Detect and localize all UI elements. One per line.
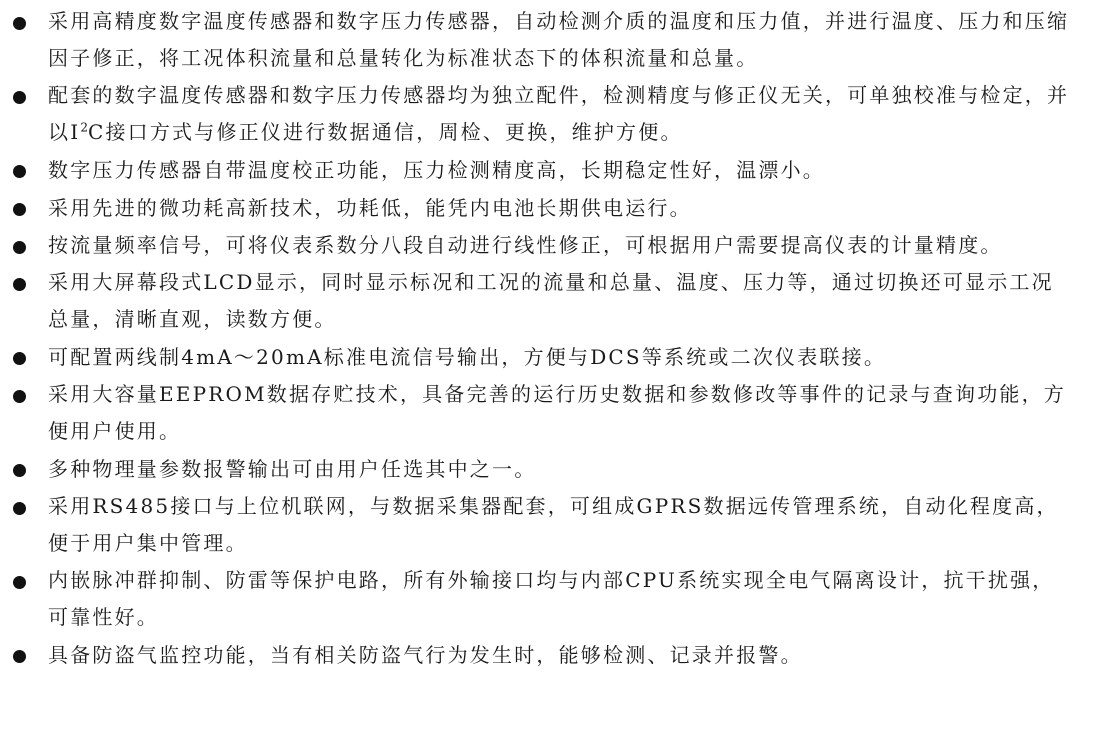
bullet-icon xyxy=(13,576,26,589)
feature-text: 采用大容量EEPROM数据存贮技术，具备完善的运行历史数据和参数修改等事件的记录与查询功能，方便用户使用。 xyxy=(48,382,1066,443)
list-item xyxy=(0,562,1094,636)
list-item xyxy=(0,338,1094,376)
bullet-icon xyxy=(13,390,26,403)
bullet-icon xyxy=(13,241,26,254)
bullet-icon xyxy=(13,278,26,291)
feature-text: 采用大屏幕段式LCD显示，同时显示标况和工况的流量和总量、温度、压力等，通过切换还可显示工况总量，清晰直观，读数方便。 xyxy=(48,270,1054,331)
list-item xyxy=(0,264,1094,338)
feature-text: 具备防盗气监控功能，当有相关防盗气行为发生时，能够检测、记录并报警。 xyxy=(48,643,803,667)
list-item xyxy=(0,3,1094,77)
feature-text: 按流量频率信号，可将仪表系数分八段自动进行线性修正，可根据用户需要提高仪表的计量精度。 xyxy=(48,233,1003,257)
bullet-icon xyxy=(13,165,26,178)
feature-text: 可配置两线制4mA～20mA标准电流信号输出，方便与DCS等系统或二次仪表联接。 xyxy=(48,345,887,369)
feature-text: 数字压力传感器自带温度校正功能，压力检测精度高，长期稳定性好，温漂小。 xyxy=(48,158,825,182)
bullet-icon xyxy=(13,502,26,515)
feature-text: 多种物理量参数报警输出可由用户任选其中之一。 xyxy=(48,457,537,481)
bullet-icon xyxy=(13,91,26,104)
list-item xyxy=(0,189,1094,227)
bullet-icon xyxy=(13,17,26,30)
superscript: 2 xyxy=(80,120,88,135)
list-item xyxy=(0,376,1094,450)
bullet-icon xyxy=(13,352,26,365)
bullet-icon xyxy=(13,203,26,216)
list-item xyxy=(0,227,1094,264)
bullet-icon xyxy=(13,464,26,477)
feature-text-part: 配套的数字温度传感器和数字压力传感器均为独立配件，检测精度与修正仪无关，可单独校准与检定，并以I xyxy=(48,83,1070,144)
list-item xyxy=(0,488,1094,562)
list-item xyxy=(0,636,1094,674)
feature-text: 内嵌脉冲群抑制、防雷等保护电路，所有外输接口均与内部CPU系统实现全电气隔离设计，抗干扰强，可靠性好。 xyxy=(48,568,1055,629)
feature-text: 采用高精度数字温度传感器和数字压力传感器，自动检测介质的温度和压力值，并进行温度、压力和压缩因子修正，将工况体积流量和总量转化为标准状态下的体积流量和总量。 xyxy=(48,9,1070,70)
bullet-icon xyxy=(13,650,26,663)
list-item xyxy=(0,77,1094,151)
feature-text xyxy=(48,83,1069,144)
feature-list xyxy=(0,3,1094,674)
list-item xyxy=(0,151,1094,189)
list-item xyxy=(0,450,1094,488)
feature-text: 采用RS485接口与上位机联网，与数据采集器配套，可组成GPRS数据远传管理系统，自动化程度高，便于用户集中管理。 xyxy=(48,494,1059,555)
feature-text-part: C接口方式与修正仪进行数据通信，周检、更换，维护方便。 xyxy=(87,120,683,144)
feature-text: 采用先进的微功耗高新技术，功耗低，能凭内电池长期供电运行。 xyxy=(48,196,692,220)
